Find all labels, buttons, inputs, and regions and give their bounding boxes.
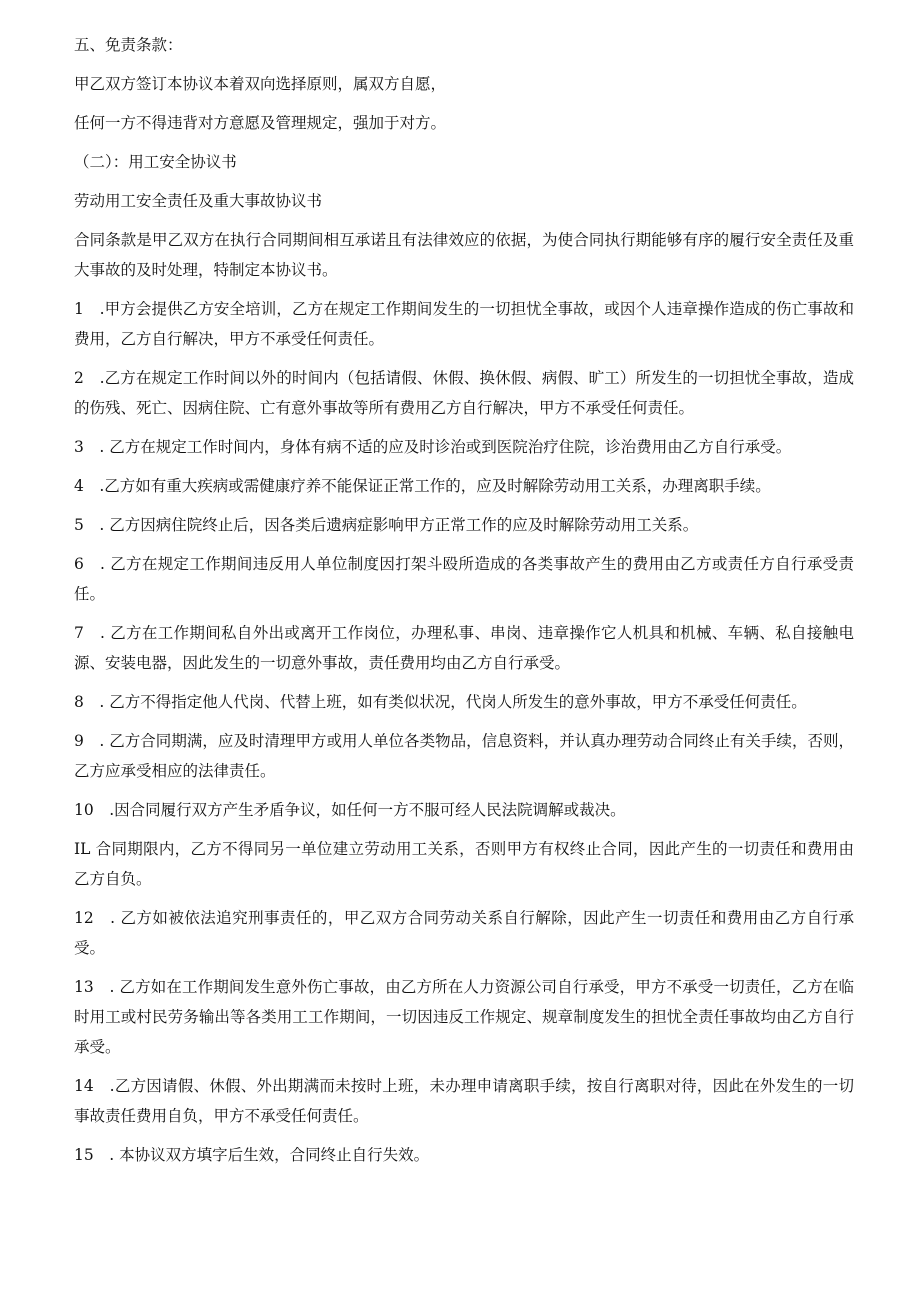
section-heading: （二）：用工安全协议书 [74, 153, 237, 171]
clause-15: 15 . 本协议双方填字后生效，合同终止自行失效。 [74, 1146, 430, 1164]
paragraph: 甲乙双方签订本协议本着双向选择原则，属双方自愿， [74, 75, 447, 93]
clause-13: 13 . 乙方如在工作期间发生意外伤亡事故，由乙方所在人力资源公司自行承受，甲方不承受一切责任，乙方在临时用工或村民劳务输出等各类用工工作期间，一切因违反工作规定、规章制度发生的担忧全责任事故均由乙方自行承受。 [74, 978, 854, 1056]
clause-12: 12 . 乙方如被依法追究刑事责任的，甲乙双方合同劳动关系自行解除，因此产生一切责任和费用由乙方自行承受。 [74, 909, 854, 957]
clause-10: 10 .因合同履行双方产生矛盾争议，如任何一方不服可经人民法院调解或裁决。 [74, 801, 626, 819]
clause-11: IL 合同期限内，乙方不得同另一单位建立劳动用工关系，否则甲方有权终止合同，因此产生的一切责任和费用由乙方自负。 [74, 840, 854, 888]
clause-4: 4 .乙方如有重大疾病或需健康疗养不能保证正常工作的，应及时解除劳动用工关系，办理离职手续。 [74, 477, 771, 495]
clause-9: 9 . 乙方合同期满，应及时清理甲方或用人单位各类物品，信息资料，并认真办理劳动合同终止有关手续，否则，乙方应承受相应的法律责任。 [74, 732, 854, 780]
clause-14: 14 .乙方因请假、休假、外出期满而未按时上班，未办理申请离职手续，按自行离职对待，因此在外发生的一切事故责任费用自负，甲方不承受任何责任。 [74, 1077, 854, 1125]
clause-1: 1 .甲方会提供乙方安全培训，乙方在规定工作期间发生的一切担忧全事故，或因个人违章操作造成的伤亡事故和费用，乙方自行解决，甲方不承受任何责任。 [74, 300, 854, 348]
clause-5: 5 . 乙方因病住院终止后，因各类后遗病症影响甲方正常工作的应及时解除劳动用工关系。 [74, 516, 699, 534]
clause-7: 7 . 乙方在工作期间私自外出或离开工作岗位，办理私事、串岗、违章操作它人机具和机械、车辆、私自接触电源、安装电器，因此发生的一切意外事故，责任费用均由乙方自行承受。 [74, 624, 854, 672]
paragraph: 合同条款是甲乙双方在执行合同期间相互承诺且有法律效应的依据，为使合同执行期能够有序的履行安全责任及重大事故的及时处理，特制定本协议书。 [74, 231, 854, 279]
document-title: 劳动用工安全责任及重大事故协议书 [74, 192, 323, 210]
document-body [74, 30, 854, 1179]
section-heading: 五、免责条款： [74, 36, 183, 54]
clause-8: 8 . 乙方不得指定他人代岗、代替上班，如有类似状况，代岗人所发生的意外事故，甲方不承受任何责任。 [74, 693, 807, 711]
paragraph: 任何一方不得违背对方意愿及管理规定，强加于对方。 [74, 114, 447, 132]
clause-6: 6 . 乙方在规定工作期间违反用人单位制度因打架斗殴所造成的各类事故产生的费用由乙方或责任方自行承受责任。 [74, 555, 854, 603]
clause-2: 2 .乙方在规定工作时间以外的时间内（包括请假、休假、换休假、病假、旷工）所发生的一切担忧全事故，造成的伤残、死亡、因病住院、亡有意外事故等所有费用乙方自行解决，甲方不承受任何责任。 [74, 369, 854, 417]
clause-3: 3 . 乙方在规定工作时间内，身体有病不适的应及时诊治或到医院治疗住院，诊治费用由乙方自行承受。 [74, 438, 792, 456]
